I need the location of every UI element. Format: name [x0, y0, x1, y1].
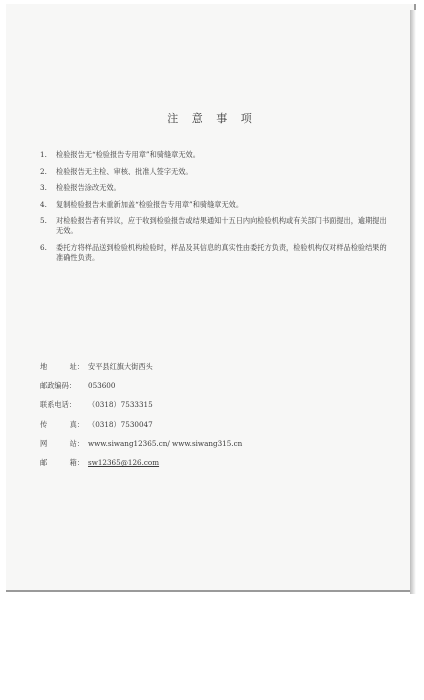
note-text: 委托方将样品送到检验机构检验时，样品及其信息的真实性由委托方负责，检验机构仅对样品检验结果的准确性负责。 [56, 242, 387, 262]
website-label: 网 站： [40, 438, 84, 448]
note-text: 检验报告无主检、审核、批准人签字无效。 [56, 166, 193, 176]
note-text: 复制检验报告未重新加盖“检验报告专用章”和骑缝章无效。 [56, 199, 244, 209]
address-row [40, 362, 380, 372]
address-value: 安平县红旗大街西头 [88, 362, 153, 371]
note-number: 4. [40, 199, 47, 209]
note-text: 检验报告涂改无效。 [56, 183, 121, 192]
note-item [40, 150, 390, 160]
fax-value: （0318）7530047 [88, 419, 153, 429]
postal-code-row [40, 381, 380, 391]
postal-code-label: 邮政编码： [40, 381, 76, 391]
address-label: 地 址： [40, 362, 84, 371]
email-label: 邮 箱： [40, 457, 84, 467]
note-text: 对检验报告者有异议，应于收到检验报告或结果通知十五日内向检验机构或有关部门书面提出，逾期提出无效。 [56, 216, 387, 235]
notes-list [40, 150, 390, 269]
note-item [40, 183, 390, 193]
postal-code-value: 053600 [88, 381, 116, 391]
note-number: 3. [40, 183, 47, 192]
phone-value: （0318）7533315 [88, 400, 153, 410]
email-row [40, 458, 380, 468]
note-item [40, 167, 390, 177]
phone-label: 联系电话： [40, 400, 76, 410]
phone-row [40, 400, 380, 410]
note-item [40, 243, 390, 263]
note-text: 检验报告无“检验报告专用章”和骑缝章无效。 [56, 150, 200, 159]
note-item [40, 216, 390, 236]
note-number: 6. [40, 242, 47, 252]
scan-edge-shadow [410, 10, 416, 594]
website-value[interactable]: www.siwang12365.cn/ www.siwang315.cn [88, 438, 243, 448]
email-link[interactable]: sw12365@126.com [88, 457, 160, 467]
page-title: 注 意 事 项 [167, 112, 257, 125]
document-page [6, 4, 416, 592]
note-number: 5. [40, 216, 47, 225]
note-number: 2. [40, 166, 47, 176]
website-row [40, 439, 380, 449]
contact-info [40, 362, 380, 477]
fax-label: 传 真： [40, 419, 84, 429]
note-number: 1. [40, 150, 47, 159]
fax-row [40, 420, 380, 430]
note-item [40, 200, 390, 210]
